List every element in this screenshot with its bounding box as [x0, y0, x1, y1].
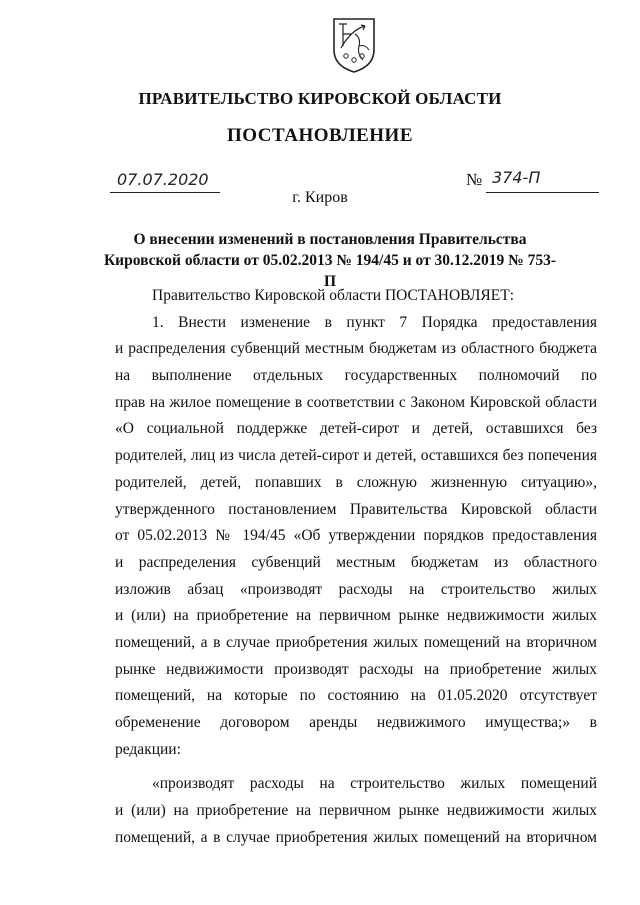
text-line: помещений, а в случае приобретения жилых помещений на вторичном — [115, 828, 597, 846]
text-line: рынке недвижимости производят расходы на приобретение жилых — [115, 660, 597, 678]
kirov-coat-of-arms-icon — [331, 16, 377, 74]
text-line: прав на жилое помещение в соответствии с Законом Кировской области — [115, 393, 597, 411]
text-line: «О социальной поддержке детей-сирот и детей, оставшихся без — [115, 420, 597, 438]
text-line: помещений, а в случае приобретения жилых помещений на вторичном — [115, 633, 597, 651]
paragraph-gap — [115, 763, 597, 771]
text-line: 1. Внести изменение в пункт 7 Порядка предоставления — [152, 313, 597, 331]
text-line: и (или) на приобретение на первичном рынке недвижимости жилых — [115, 802, 597, 820]
text-line: родителей, лиц из числа детей-сирот и детей, оставшихся без попечения — [115, 447, 597, 465]
number-label: № — [466, 170, 483, 189]
document-number: 374-П — [492, 168, 541, 187]
government-title: ПРАВИТЕЛЬСТВО КИРОВСКОЙ ОБЛАСТИ — [138, 89, 502, 108]
text-line: помещений, на которые по состоянию на 01.05.2020 отсутствует — [115, 687, 597, 705]
text-line: от 05.02.2013 № 194/45 «Об утверждении порядков предоставления — [115, 527, 597, 545]
text-line: Правительство Кировской области ПОСТАНОВЛЯЕТ: — [152, 287, 515, 304]
text-line: родителей, детей, попавших в сложную жизненную ситуацию», — [115, 473, 597, 491]
text-line: редакции: — [115, 740, 181, 758]
text-line: на выполнение отдельных государственных полномочий по — [115, 367, 597, 385]
text-line: утвержденного постановлением Правительства Кировской области — [115, 500, 597, 518]
subject-line: Кировской области от 05.02.2013 № 194/45 и от 30.12.2019 № 753-П — [103, 252, 557, 290]
document-date: 07.07.2020 — [117, 170, 209, 189]
document-type: ПОСТАНОВЛЕНИЕ — [226, 125, 414, 146]
text-line: и распределения субвенций местным бюджетам из областного — [115, 553, 597, 571]
text-line: «производят расходы на строительство жилых помещений — [152, 775, 597, 793]
text-line: обременение договором аренды недвижимого имущества;» в — [115, 714, 597, 731]
text-line: и распределения субвенций местным бюджетам из областного бюджета — [115, 340, 597, 358]
text-line: изложив абзац «производят расходы на строительство жилых — [115, 580, 597, 598]
text-line: и (или) на приобретение на первичном рынке недвижимости жилых — [115, 607, 597, 625]
document-body — [115, 283, 597, 851]
subject-line: О внесении изменений в постановления Правительства — [133, 231, 527, 248]
city: г. Киров — [292, 189, 348, 206]
